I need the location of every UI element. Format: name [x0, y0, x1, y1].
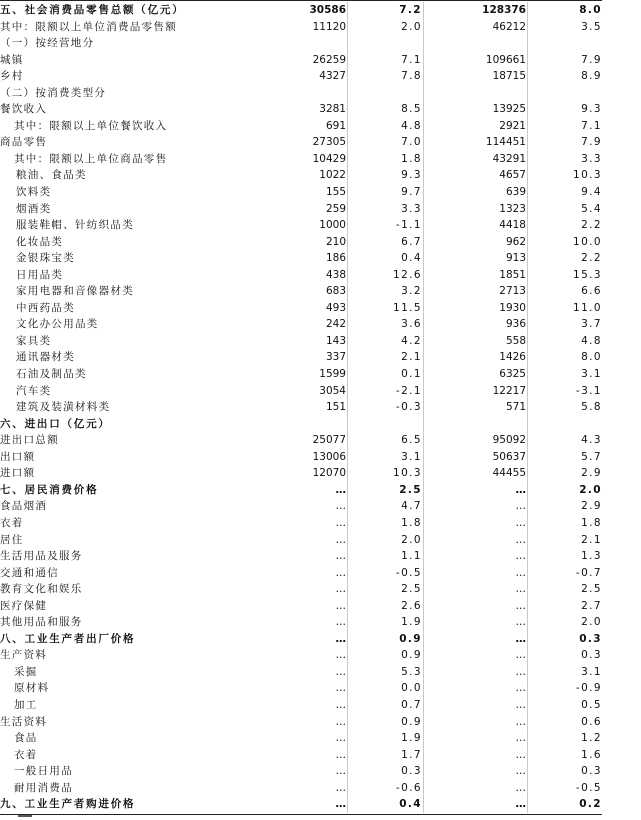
table-row [0, 647, 602, 664]
row-value-v3: 2713 [499, 285, 526, 298]
row-value-v2: 3.1 [401, 450, 422, 463]
row-value-v2: 8.5 [401, 103, 422, 116]
row-value-v2: 11.5 [393, 301, 422, 314]
row-value-v1: 1022 [319, 169, 346, 182]
table-row [0, 614, 602, 631]
table-row [0, 333, 602, 350]
row-value-v3: 13925 [492, 103, 526, 116]
row-label: 化妆品类 [16, 235, 64, 248]
row-value-v3: 1426 [499, 351, 526, 364]
row-label: 家具类 [16, 334, 52, 347]
row-value-v4: 1.6 [581, 748, 602, 761]
table-row [0, 234, 602, 251]
row-label: 其中：限额以上单位商品零售 [14, 152, 168, 165]
row-value-v4: 11.0 [573, 301, 602, 314]
row-value-v2: -1.1 [395, 219, 422, 232]
row-value-v3: … [515, 533, 526, 546]
row-value-v3 [422, 85, 526, 102]
row-value-v3: … [515, 748, 526, 761]
row-value-v2: 0.9 [401, 715, 422, 728]
row-value-v2: 9.3 [401, 169, 422, 182]
row-value-v2: 7.1 [401, 53, 422, 66]
table-row [0, 714, 602, 731]
row-value-v1: 3281 [319, 103, 346, 116]
table-row [0, 747, 602, 764]
row-value-v1: … [335, 483, 346, 496]
row-value-v3: … [515, 516, 526, 529]
row-value-v2: 1.7 [401, 748, 422, 761]
row-value-v1: 683 [325, 285, 346, 298]
table-row [0, 565, 602, 582]
row-value-v3: … [515, 665, 526, 678]
row-value-v3: … [515, 781, 526, 794]
row-value-v3: 109661 [485, 53, 526, 66]
row-label: 进出口总额 [0, 434, 59, 447]
table-row [0, 366, 602, 383]
row-value-v4: 8.0 [579, 4, 602, 16]
row-label: 教育文化和娱乐 [0, 583, 83, 596]
row-value-v4: 1.3 [581, 550, 602, 563]
row-label: 耐用消费品 [14, 781, 73, 794]
row-value-v4: 7.9 [581, 136, 602, 149]
row-label: 采掘 [14, 665, 38, 678]
row-value-v1: … [335, 765, 346, 778]
row-value-v4: 2.9 [581, 500, 602, 513]
row-value-v4: 4.3 [581, 434, 602, 447]
row-value-v1: … [335, 550, 346, 563]
row-value-v1: 13006 [312, 450, 346, 463]
row-value-v2 [346, 35, 422, 52]
row-value-v2: 2.0 [401, 533, 422, 546]
row-label: 饮料类 [16, 186, 52, 199]
row-value-v3: 1323 [499, 202, 526, 215]
row-label: 原材料 [14, 682, 50, 695]
row-value-v4: 5.4 [581, 202, 602, 215]
row-label: 商品零售 [0, 136, 48, 149]
row-value-v4: 7.9 [581, 53, 602, 66]
row-value-v2: 4.2 [401, 334, 422, 347]
row-label: 城镇 [0, 53, 24, 66]
row-value-v4: 2.2 [581, 219, 602, 232]
row-value-v3: 43291 [492, 152, 526, 165]
row-value-v2: 10.3 [393, 467, 422, 480]
table-row [0, 598, 602, 615]
row-value-v1: … [335, 698, 346, 711]
row-label: 生产资料 [0, 649, 48, 662]
row-value-v3: … [515, 798, 526, 811]
row-value-v4: 2.0 [581, 616, 602, 629]
row-value-v3: … [515, 566, 526, 579]
row-value-v4: 15.3 [573, 268, 602, 281]
row-value-v4: 2.5 [581, 583, 602, 596]
row-value-v1: 4327 [319, 70, 346, 83]
row-value-v1: … [335, 583, 346, 596]
row-value-v3: 46212 [492, 20, 526, 33]
row-value-v2: 1.9 [401, 732, 422, 745]
row-label: 文化办公用品类 [16, 318, 99, 331]
row-label: 八、工业生产者出厂价格 [0, 632, 136, 645]
table-row [0, 118, 602, 135]
row-label: 餐饮收入 [0, 103, 48, 116]
row-label: 食品 [14, 732, 38, 745]
row-label: 其中：限额以上单位餐饮收入 [14, 119, 168, 132]
row-value-v2: 0.1 [401, 368, 422, 381]
table-row [0, 134, 602, 151]
row-label: 进口额 [0, 467, 36, 480]
row-value-v1: … [335, 616, 346, 629]
row-value-v1: … [335, 781, 346, 794]
table-row [0, 515, 602, 532]
table-top-border [0, 0, 602, 1]
row-value-v1: 26259 [312, 53, 346, 66]
row-value-v4 [526, 35, 602, 52]
row-value-v3: 44455 [492, 467, 526, 480]
row-value-v2: 0.4 [399, 798, 422, 811]
row-value-v1: … [335, 632, 346, 645]
row-value-v2: 5.3 [401, 665, 422, 678]
row-value-v4: 2.7 [581, 599, 602, 612]
row-value-v3: … [515, 632, 526, 645]
row-label: 石油及制品类 [16, 368, 87, 381]
table-row [0, 283, 602, 300]
row-value-v2: 12.6 [393, 268, 422, 281]
row-value-v2: 2.0 [401, 20, 422, 33]
table-row [0, 85, 602, 102]
table-row [0, 201, 602, 218]
table-row [0, 52, 602, 69]
row-value-v4: -0.9 [575, 682, 602, 695]
row-value-v4: 0.2 [579, 798, 602, 811]
row-value-v1: 11120 [312, 20, 346, 33]
row-value-v1: … [335, 665, 346, 678]
row-value-v2: 0.7 [401, 698, 422, 711]
row-label: 其中：限额以上单位消费品零售额 [0, 20, 177, 33]
row-value-v2: 1.8 [401, 516, 422, 529]
table-row [0, 664, 602, 681]
table-row [0, 449, 602, 466]
row-label: 七、居民消费价格 [0, 483, 99, 496]
row-value-v4: 10.0 [573, 235, 602, 248]
row-value-v2: 4.8 [401, 119, 422, 132]
row-value-v1: … [335, 682, 346, 695]
row-value-v1: 242 [325, 318, 346, 331]
row-value-v4: 8.9 [581, 70, 602, 83]
row-value-v4: 2.0 [579, 483, 602, 496]
row-value-v4: 0.3 [581, 649, 602, 662]
row-value-v4: 3.3 [581, 152, 602, 165]
row-value-v4: 0.6 [581, 715, 602, 728]
row-value-v1: 493 [325, 301, 346, 314]
row-value-v4: 1.2 [581, 732, 602, 745]
table-bottom-border [0, 814, 602, 815]
row-value-v3 [422, 416, 526, 433]
row-value-v4: 7.1 [581, 119, 602, 132]
row-label: 交通和通信 [0, 566, 59, 579]
row-value-v2: -0.6 [395, 781, 422, 794]
row-value-v3: 128376 [482, 4, 526, 16]
row-value-v2: 6.5 [401, 434, 422, 447]
table-row [0, 349, 602, 366]
statistics-table [0, 2, 602, 813]
row-value-v2: 3.2 [401, 285, 422, 298]
table-row [0, 581, 602, 598]
row-value-v2: -0.3 [395, 401, 422, 414]
row-value-v1: 27305 [312, 136, 346, 149]
row-value-v2 [346, 85, 422, 102]
table-row [0, 548, 602, 565]
row-value-v2: 2.5 [401, 583, 422, 596]
row-value-v2: 7.8 [401, 70, 422, 83]
table-row [0, 250, 602, 267]
row-value-v2: 3.3 [401, 202, 422, 215]
row-value-v2: 4.7 [401, 500, 422, 513]
table-row [0, 267, 602, 284]
table-row [0, 167, 602, 184]
row-value-v1: 155 [325, 186, 346, 199]
row-value-v4: 5.7 [581, 450, 602, 463]
row-value-v2: 2.5 [399, 483, 422, 496]
row-label: 加工 [14, 698, 38, 711]
row-value-v1 [250, 416, 346, 433]
row-value-v2: 1.1 [401, 550, 422, 563]
row-label: 烟酒类 [16, 202, 52, 215]
row-value-v3: … [515, 616, 526, 629]
row-value-v1: … [335, 533, 346, 546]
row-value-v1: 259 [325, 202, 346, 215]
table-row [0, 68, 602, 85]
row-label: 衣着 [0, 516, 24, 529]
row-value-v1 [250, 35, 346, 52]
row-label: 乡村 [0, 70, 24, 83]
row-value-v1: 143 [325, 334, 346, 347]
row-value-v1: 25077 [312, 434, 346, 447]
row-label: 服装鞋帽、针纺织品类 [16, 219, 134, 232]
row-value-v2: 7.0 [401, 136, 422, 149]
row-value-v2: -2.1 [395, 384, 422, 397]
row-value-v2: 1.9 [401, 616, 422, 629]
table-row [0, 763, 602, 780]
section-header-row [0, 482, 602, 499]
row-label: 出口额 [0, 450, 36, 463]
row-label: 医疗保健 [0, 599, 48, 612]
row-label: （一）按经营地分 [0, 37, 95, 50]
row-value-v3: … [515, 550, 526, 563]
row-label: 衣着 [14, 748, 38, 761]
table-row [0, 780, 602, 797]
row-label: 六、进出口（亿元） [0, 417, 111, 430]
row-value-v2: 0.4 [401, 252, 422, 265]
row-value-v2: 0.0 [401, 682, 422, 695]
row-label: 粮油、食品类 [16, 169, 87, 182]
row-value-v3: … [515, 583, 526, 596]
row-value-v1: 691 [325, 119, 346, 132]
row-value-v1: … [335, 748, 346, 761]
row-value-v3: 1851 [499, 268, 526, 281]
row-value-v2: 7.2 [399, 4, 422, 16]
row-value-v3: 18715 [492, 70, 526, 83]
row-value-v4: 6.6 [581, 285, 602, 298]
row-value-v3: 4418 [499, 219, 526, 232]
row-value-v2 [346, 416, 422, 433]
row-label: 居住 [0, 533, 24, 546]
row-value-v3: 2921 [499, 119, 526, 132]
row-value-v3: … [515, 765, 526, 778]
row-value-v4: -0.5 [575, 781, 602, 794]
row-value-v3: 12217 [492, 384, 526, 397]
row-label: 建筑及装潢材料类 [16, 401, 111, 414]
row-value-v4: 3.5 [581, 20, 602, 33]
row-value-v4: -0.7 [575, 566, 602, 579]
row-label: 家用电器和音像器材类 [16, 285, 134, 298]
row-label: 其他用品和服务 [0, 616, 83, 629]
row-value-v1: … [335, 798, 346, 811]
row-label: 通讯器材类 [16, 351, 75, 364]
row-value-v4: 2.2 [581, 252, 602, 265]
row-value-v3: 95092 [492, 434, 526, 447]
row-value-v2: 0.3 [401, 765, 422, 778]
row-value-v1: 210 [325, 235, 346, 248]
row-value-v3: 936 [505, 318, 526, 331]
table-row [0, 498, 602, 515]
row-value-v1: 12070 [312, 467, 346, 480]
row-value-v3: 6325 [499, 368, 526, 381]
table-row [0, 300, 602, 317]
table-row [0, 35, 602, 52]
row-label: 九、工业生产者购进价格 [0, 798, 136, 811]
row-value-v4: 0.5 [581, 698, 602, 711]
row-value-v1 [250, 85, 346, 102]
row-label: 日用品类 [16, 268, 64, 281]
row-label: 生活资料 [0, 715, 48, 728]
table-row [0, 184, 602, 201]
row-value-v3: 1930 [499, 301, 526, 314]
row-value-v3: … [515, 682, 526, 695]
row-value-v3: … [515, 500, 526, 513]
table-row [0, 680, 602, 697]
row-value-v4: 10.3 [573, 169, 602, 182]
row-value-v3: 639 [505, 186, 526, 199]
row-value-v4 [526, 416, 602, 433]
row-value-v3: 50637 [492, 450, 526, 463]
table-row [0, 730, 602, 747]
row-value-v1: … [335, 500, 346, 513]
row-value-v3: 962 [505, 235, 526, 248]
row-value-v1: 438 [325, 268, 346, 281]
table-row [0, 532, 602, 549]
row-value-v2: 0.9 [401, 649, 422, 662]
row-label: 食品烟酒 [0, 500, 48, 513]
row-value-v1: … [335, 516, 346, 529]
table-row [0, 432, 602, 449]
row-value-v3: 4657 [499, 169, 526, 182]
row-label: 五、社会消费品零售总额（亿元） [0, 4, 185, 16]
row-value-v2: 1.8 [401, 152, 422, 165]
row-value-v1: 10429 [312, 152, 346, 165]
row-value-v1: … [335, 649, 346, 662]
table-row [0, 383, 602, 400]
row-value-v4: 2.1 [581, 533, 602, 546]
row-value-v3 [422, 35, 526, 52]
row-value-v3: … [515, 715, 526, 728]
row-label: 一般日用品 [14, 765, 73, 778]
row-value-v4: 8.0 [581, 351, 602, 364]
row-value-v4 [526, 85, 602, 102]
table-row [0, 316, 602, 333]
row-value-v4: 3.1 [581, 665, 602, 678]
row-value-v1: … [335, 732, 346, 745]
row-value-v1: … [335, 566, 346, 579]
row-value-v4: 4.8 [581, 334, 602, 347]
row-value-v3: 558 [505, 334, 526, 347]
row-label: 中西药品类 [16, 301, 75, 314]
row-value-v3: … [515, 649, 526, 662]
row-value-v4: 5.8 [581, 401, 602, 414]
row-value-v4: 3.7 [581, 318, 602, 331]
row-value-v3: 571 [505, 401, 526, 414]
table-row [0, 151, 602, 168]
row-value-v1: 3054 [319, 384, 346, 397]
row-value-v3: … [515, 732, 526, 745]
table-row [0, 217, 602, 234]
row-value-v4: 1.8 [581, 516, 602, 529]
row-value-v2: 6.7 [401, 235, 422, 248]
row-value-v1: 151 [325, 401, 346, 414]
row-value-v1: 337 [325, 351, 346, 364]
row-value-v1: 1000 [319, 219, 346, 232]
section-header-row [0, 796, 602, 813]
row-value-v1: … [335, 599, 346, 612]
section-header-row [0, 2, 602, 19]
table-row [0, 465, 602, 482]
row-value-v4: 2.9 [581, 467, 602, 480]
section-header-row [0, 416, 602, 433]
row-value-v1: … [335, 715, 346, 728]
row-label: 金银珠宝类 [16, 252, 75, 265]
row-value-v4: 9.3 [581, 103, 602, 116]
row-value-v4: -3.1 [575, 384, 602, 397]
row-value-v2: 2.1 [401, 351, 422, 364]
row-value-v3: 913 [505, 252, 526, 265]
row-value-v1: 1599 [319, 368, 346, 381]
table-row [0, 399, 602, 416]
row-label: （二）按消费类型分 [0, 86, 107, 99]
row-label: 生活用品及服务 [0, 550, 83, 563]
row-label: 汽车类 [16, 384, 52, 397]
row-value-v4: 9.4 [581, 186, 602, 199]
row-value-v3: … [515, 483, 526, 496]
row-value-v4: 0.3 [579, 632, 602, 645]
row-value-v3: 114451 [485, 136, 526, 149]
row-value-v2: 9.7 [401, 186, 422, 199]
row-value-v4: 0.3 [581, 765, 602, 778]
table-row [0, 101, 602, 118]
row-value-v2: -0.5 [395, 566, 422, 579]
section-header-row [0, 631, 602, 648]
row-value-v1: 186 [325, 252, 346, 265]
row-value-v3: … [515, 599, 526, 612]
row-value-v4: 3.1 [581, 368, 602, 381]
table-row [0, 697, 602, 714]
row-value-v1: 30586 [309, 4, 346, 16]
row-value-v3: … [515, 698, 526, 711]
row-value-v2: 3.6 [401, 318, 422, 331]
row-value-v2: 0.9 [399, 632, 422, 645]
table-row [0, 19, 602, 36]
row-value-v2: 2.6 [401, 599, 422, 612]
